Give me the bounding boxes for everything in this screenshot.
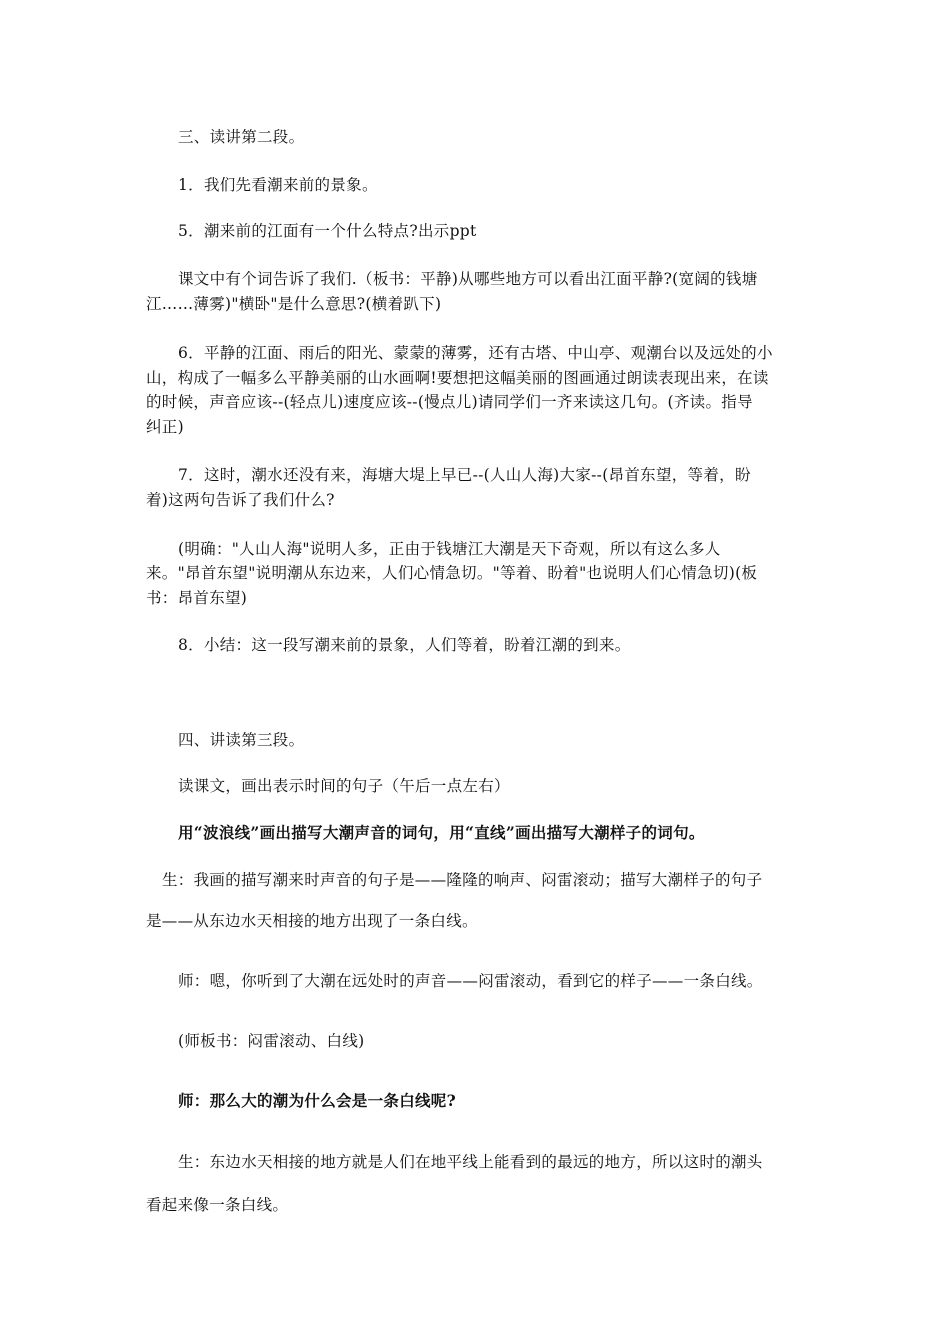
note-line: 来。"昂首东望"说明潮从东边来，人们心情急切。"等着、盼着"也说明人们心情急切)(板 bbox=[146, 564, 758, 582]
paragraph-7-line: 7．这时，潮水还没有来，海塘大堤上早已--(人山人海)大家--(昂首东望，等着，盼 bbox=[178, 466, 751, 484]
bold-instruction: 用“波浪线”画出描写大潮声音的词句，用“直线”画出描写大潮样子的词句。 bbox=[178, 823, 705, 842]
section-heading-4: 四、讲读第三段。 bbox=[178, 731, 305, 749]
student-answer-2-line: 生：东边水天相接的地方就是人们在地平线上能看到的最远的地方，所以这时的潮头 bbox=[178, 1153, 763, 1171]
section-heading-3: 三、读讲第二段。 bbox=[178, 128, 305, 146]
board-note: (师板书：闷雷滚动、白线) bbox=[178, 1032, 365, 1050]
paragraph-8: 8．小结：这一段写潮来前的景象，人们等着，盼着江潮的到来。 bbox=[178, 636, 631, 654]
paragraph-6-line: 纠正) bbox=[146, 418, 184, 436]
paragraph-6-line: 山，构成了一幅多么平静美丽的山水画啊!要想把这幅美丽的图画通过朗读表现出来，在读 bbox=[146, 369, 769, 387]
student-answer-line: 是——从东边水天相接的地方出现了一条白线。 bbox=[146, 912, 478, 930]
paragraph-6-line: 的时候，声音应该--(轻点儿)速度应该--(慢点儿)请同学们一齐来读这几句。(齐读。指导 bbox=[146, 393, 753, 411]
paragraph-5: 5．潮来前的江面有一个什么特点?出示ppt bbox=[178, 222, 477, 240]
student-answer-line: 生：我画的描写潮来时声音的句子是——隆隆的响声、闷雷滚动；描写大潮样子的句子 bbox=[162, 871, 763, 889]
student-answer-2-line: 看起来像一条白线。 bbox=[146, 1196, 289, 1214]
paragraph-text-line: 江……薄雾)"横卧"是什么意思?(横着趴下) bbox=[146, 295, 442, 313]
paragraph-text-line: 课文中有个词告诉了我们.（板书：平静)从哪些地方可以看出江面平静?(宽阔的钱塘 bbox=[178, 270, 758, 288]
teacher-question: 师：那么大的潮为什么会是一条白线呢? bbox=[178, 1091, 456, 1110]
paragraph-6-line: 6．平静的江面、雨后的阳光、蒙蒙的薄雾，还有古塔、中山亭、观潮台以及远处的小 bbox=[178, 344, 773, 362]
paragraph-1: 1．我们先看潮来前的景象。 bbox=[178, 176, 378, 194]
note-line: 书：昂首东望) bbox=[146, 589, 248, 607]
instruction-line: 读课文，画出表示时间的句子（午后一点左右） bbox=[178, 777, 510, 795]
paragraph-7-line: 着)这两句告诉了我们什么? bbox=[146, 491, 335, 509]
teacher-line: 师：嗯，你听到了大潮在远处时的声音——闷雷滚动，看到它的样子——一条白线。 bbox=[178, 972, 763, 990]
note-line: (明确："人山人海"说明人多，正由于钱塘江大潮是天下奇观，所以有这么多人 bbox=[178, 540, 721, 558]
